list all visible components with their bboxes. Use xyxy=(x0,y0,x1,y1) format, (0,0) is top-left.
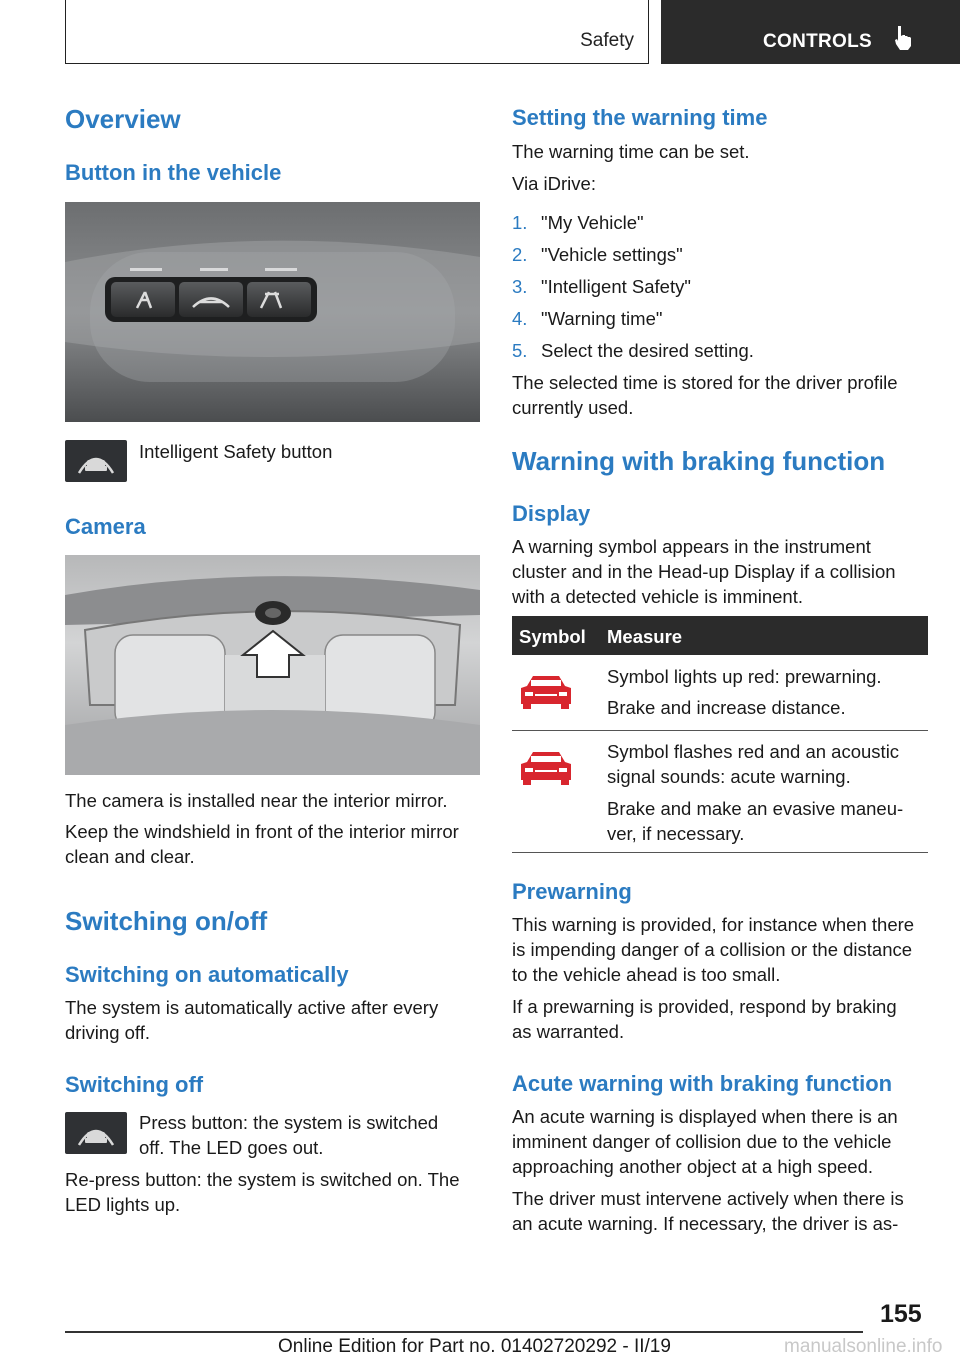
acute-text-line-3: approaching another object at a high speed. xyxy=(512,1156,874,1177)
pointing-hand-icon xyxy=(893,24,915,52)
car-warning-red-icon xyxy=(519,672,573,712)
row1-text-line-2: Brake and increase distance. xyxy=(607,697,846,718)
switching-heading: Switching on/off xyxy=(65,906,268,936)
stored-text-line-2: currently used. xyxy=(512,397,634,418)
prewarning-text-line-1: This warning is provided, for instance when there xyxy=(512,914,915,935)
list-item: 1. "My Vehicle" xyxy=(512,212,644,233)
acute-text-line-1: An acute warning is displayed when there is an xyxy=(512,1106,898,1127)
table-row-divider xyxy=(512,730,928,731)
row2-text-line-1: Symbol flashes red and an acoustic xyxy=(607,741,900,762)
table-header-measure: Measure xyxy=(607,626,683,647)
button-heading: Button in the vehicle xyxy=(65,160,282,185)
list-item: 4. "Warning time" xyxy=(512,308,663,329)
list-item: 2. "Vehicle settings" xyxy=(512,244,683,265)
display-text-line-1: A warning symbol appears in the instrument xyxy=(512,536,871,557)
camera-text-2-line-2: clean and clear. xyxy=(65,846,195,867)
intelligent-safety-button-icon xyxy=(65,1112,127,1154)
header-section-box xyxy=(65,0,649,64)
braking-heading: Warning with braking function xyxy=(512,446,886,476)
camera-text-2-line-1: Keep the windshield in front of the interior mirror xyxy=(65,821,459,842)
acute-text-line-2: imminent danger of collision due to the vehicle xyxy=(512,1131,892,1152)
symbol-table-header xyxy=(512,616,928,655)
acute-text-line-4: The driver must intervene actively when there is xyxy=(512,1188,904,1209)
idrive-steps-list xyxy=(512,210,928,370)
repress-text-line-2: LED lights up. xyxy=(65,1194,181,1215)
auto-text-line-2: driving off. xyxy=(65,1022,151,1043)
warning-time-heading: Setting the warning time xyxy=(512,105,768,130)
footer-watermark: manualsonline.info xyxy=(784,1336,943,1357)
vehicle-button-photo xyxy=(65,202,480,422)
off-text-line-2: off. The LED goes out. xyxy=(139,1137,324,1158)
overview-heading: Overview xyxy=(65,104,181,134)
prewarning-text-line-5: as warranted. xyxy=(512,1021,625,1042)
warning-time-text-2: Via iDrive: xyxy=(512,173,596,194)
acute-text-line-5: an acute warning. If necessary, the driver is as- xyxy=(512,1213,899,1234)
row2-text-line-4: ver, if necessary. xyxy=(607,823,745,844)
camera-text-1: The camera is installed near the interior mirror. xyxy=(65,790,448,811)
page-number: 155 xyxy=(880,1300,922,1328)
table-bottom-rule xyxy=(512,852,928,853)
car-warning-red-icon xyxy=(519,748,573,788)
acute-warning-heading: Acute warning with braking function xyxy=(512,1071,893,1096)
prewarning-text-line-3: to the vehicle ahead is too small. xyxy=(512,964,781,985)
prewarning-text-line-2: is impending danger of a collision or the distance xyxy=(512,939,913,960)
camera-photo xyxy=(65,555,480,775)
table-header-symbol: Symbol xyxy=(519,626,586,647)
button-caption: Intelligent Safety button xyxy=(139,441,333,462)
prewarning-heading: Prewarning xyxy=(512,879,632,904)
list-item: 5. Select the desired setting. xyxy=(512,340,754,361)
warning-time-text-1: The warning time can be set. xyxy=(512,141,750,162)
row2-text-line-2: signal sounds: acute warning. xyxy=(607,766,851,787)
stored-text-line-1: The selected time is stored for the driver profile xyxy=(512,372,898,393)
display-text-line-2: cluster and in the Head-up Display if a collision xyxy=(512,561,896,582)
row1-text-line-1: Symbol lights up red: prewarning. xyxy=(607,666,882,687)
display-heading: Display xyxy=(512,501,591,526)
header-section-title: Safety xyxy=(580,30,634,51)
off-text-line-1: Press button: the system is switched xyxy=(139,1112,439,1133)
intelligent-safety-button-icon xyxy=(65,440,127,482)
switching-off-heading: Switching off xyxy=(65,1072,204,1097)
row2-text-line-3: Brake and make an evasive maneu- xyxy=(607,798,904,819)
camera-heading: Camera xyxy=(65,514,146,539)
header-tab-label: CONTROLS xyxy=(763,31,873,52)
repress-text-line-1: Re-press button: the system is switched on. The xyxy=(65,1169,460,1190)
switching-on-heading: Switching on automatically xyxy=(65,962,349,987)
header-controls-tab[interactable] xyxy=(661,0,960,64)
footer-edition: Online Edition for Part no. 01402720292 - II/19 xyxy=(278,1336,671,1357)
list-item: 3. "Intelligent Safety" xyxy=(512,276,691,297)
footer-divider xyxy=(65,1331,863,1333)
prewarning-text-line-4: If a prewarning is provided, respond by braking xyxy=(512,996,897,1017)
auto-text-line-1: The system is automatically active after every xyxy=(65,997,439,1018)
display-text-line-3: with a detected vehicle is imminent. xyxy=(512,586,803,607)
